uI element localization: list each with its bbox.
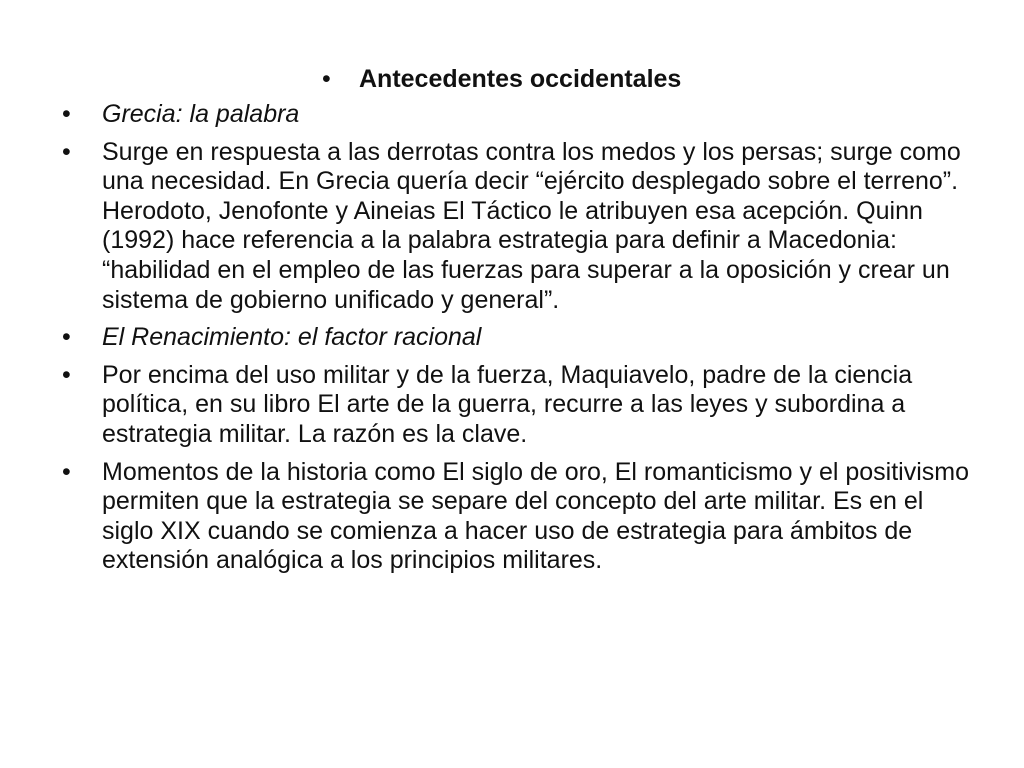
bullet-icon: • — [62, 137, 71, 166]
list-item-text: El Renacimiento: el factor racional — [102, 323, 482, 352]
list-item-maquiavelo — [62, 361, 972, 450]
bullet-list — [62, 100, 972, 584]
bullet-icon: • — [62, 100, 71, 128]
list-item-grecia — [62, 100, 972, 130]
list-item-momentos — [62, 458, 972, 576]
list-item-text: Por encima del uso militar y de la fuerza, Maquiavelo, padre de la ciencia política, en su libro El arte de la guerra, recurre a las leyes y subordina a estrategia militar. La razón es la clave. — [102, 360, 913, 448]
list-item-text: Surge en respuesta a las derrotas contra los medos y los persas; surge como una necesidad. En Grecia quería decir “ejército desplegado sobre el terreno”. Herodoto, Jenofonte y Aineias El Táctico le atribuyen esa acepción. Quinn (1992) hace referencia a la palabra estrategia para definir a Macedonia: “habilidad en el empleo de las fuerzas para superar a la oposición y crear un sistema de gobierno unificado y general”. — [102, 137, 961, 314]
list-item-renacimiento — [62, 323, 972, 353]
bullet-icon: • — [322, 65, 331, 93]
list-item-surge — [62, 138, 972, 316]
bullet-icon: • — [62, 360, 71, 389]
list-item-text: Momentos de la historia como El siglo de oro, El romanticismo y el positivismo permiten que la estrategia se separe del concepto del arte militar. Es en el siglo XIX cuando se comienza a hacer uso de estrategia para ámbitos de extensión analógica a los principios militares. — [102, 457, 970, 575]
heading-text: Antecedentes occidentales — [359, 65, 682, 93]
slide-heading — [322, 62, 681, 96]
bullet-icon: • — [62, 323, 71, 352]
list-item-text: Grecia: la palabra — [102, 100, 300, 128]
bullet-icon: • — [62, 457, 71, 486]
